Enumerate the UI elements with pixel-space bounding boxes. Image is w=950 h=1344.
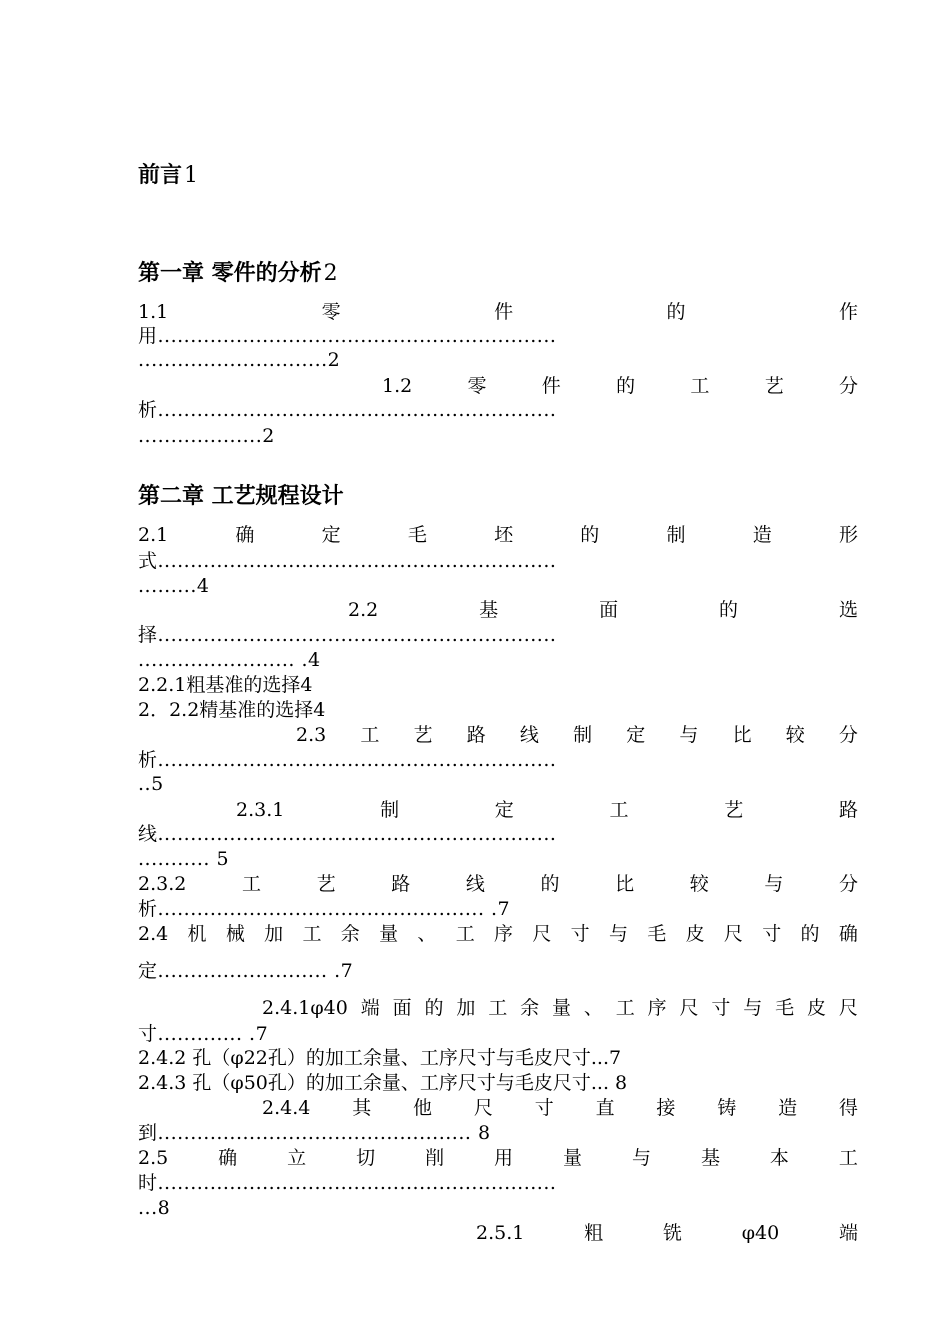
toc-entry-1-1	[138, 300, 858, 324]
toc-word: 与	[608, 923, 628, 945]
toc-word: 机	[187, 923, 207, 945]
toc-word: 铣	[662, 1222, 682, 1244]
toc-word: 2.3.1	[236, 799, 285, 821]
toc-word: 的	[424, 997, 444, 1019]
toc-entry-2-4-3: 2.4.3 孔（φ50孔）的加工余量、工序尺寸与毛皮尺寸... 8	[138, 1072, 628, 1094]
toc-word: 线	[465, 873, 485, 895]
toc-word: 2.2	[348, 599, 379, 621]
toc-word: 2.4.4	[262, 1097, 311, 1119]
toc-word: 确	[235, 524, 255, 546]
toc-entry-2-5	[138, 1146, 858, 1170]
toc-word: 艺	[316, 873, 336, 895]
toc-word: 2.1	[138, 524, 169, 546]
toc-leader: 用.............................................................	[138, 325, 557, 347]
toc-word: 艺	[724, 799, 744, 821]
toc-word: 尺	[679, 997, 699, 1019]
heading-title: 第二章 工艺规程设计	[138, 484, 344, 509]
toc-entry-2-3-1	[138, 798, 858, 822]
toc-word: 路	[391, 873, 411, 895]
toc-word: 比	[732, 724, 752, 746]
toc-word: 的	[666, 301, 686, 323]
toc-word: 线	[519, 724, 539, 746]
toc-word: 、	[417, 923, 437, 945]
toc-word: 械	[225, 923, 245, 945]
toc-word: 造	[778, 1097, 798, 1119]
heading-title: 前言	[138, 163, 183, 188]
toc-word: 1.2	[382, 375, 413, 397]
toc-word: 2.3	[296, 724, 327, 746]
toc-word: 造	[752, 524, 772, 546]
toc-word: 毛	[407, 524, 427, 546]
toc-word: 基	[479, 599, 499, 621]
toc-word: 用	[494, 1147, 514, 1169]
toc-word: 比	[615, 873, 635, 895]
toc-word: 2.4.1φ40	[262, 997, 348, 1019]
toc-leader: 析.................................................. .7	[138, 898, 511, 920]
page-number: 1	[184, 163, 199, 188]
toc-word: 的	[719, 599, 739, 621]
toc-leader: 析.............................................................	[138, 749, 557, 771]
toc-entry-1-2	[138, 374, 858, 398]
toc-entry-2-4	[138, 922, 858, 946]
toc-word: 路	[838, 799, 858, 821]
toc-word: 制	[380, 799, 400, 821]
toc-word: 工	[302, 923, 322, 945]
toc-word: 毛	[647, 923, 667, 945]
toc-word: 他	[413, 1097, 433, 1119]
page-number: 2	[323, 261, 338, 286]
toc-word: 序	[494, 923, 514, 945]
toc-word: 的	[616, 375, 636, 397]
toc-entry-2-4-2: 2.4.2 孔（φ22孔）的加工余量、工序尺寸与毛皮尺寸...7	[138, 1047, 622, 1069]
toc-word: 寸	[762, 923, 782, 945]
toc-leader: 定.......................... .7	[138, 960, 354, 982]
toc-word: 与	[743, 997, 763, 1019]
toc-leader: 式.............................................................	[138, 550, 557, 572]
toc-word: 分	[838, 873, 858, 895]
toc-entry-2-3	[138, 723, 858, 747]
toc-word: 2.5.1	[476, 1222, 525, 1244]
toc-word: 件	[494, 301, 514, 323]
toc-word: 加	[264, 923, 284, 945]
toc-word: 基	[700, 1147, 720, 1169]
toc-word: 端	[838, 1222, 858, 1244]
toc-leader: 到................................................ 8	[138, 1122, 491, 1144]
toc-leader: 寸............. .7	[138, 1023, 269, 1045]
toc-word: 制	[573, 724, 593, 746]
toc-word: 2.5	[138, 1147, 169, 1169]
toc-word: 1.1	[138, 301, 169, 323]
toc-word: 切	[356, 1147, 376, 1169]
toc-word: 工	[838, 1147, 858, 1169]
toc-word: 余	[340, 923, 360, 945]
toc-word: 尺	[473, 1097, 493, 1119]
toc-leader: 析.............................................................	[138, 399, 557, 421]
toc-word: 2.3.2	[138, 873, 187, 895]
toc-leader: .............................2	[138, 349, 341, 371]
toc-word: 余	[520, 997, 540, 1019]
toc-word: 作	[838, 301, 858, 323]
toc-entry-2-5-1	[138, 1221, 858, 1245]
toc-word: 工	[690, 375, 710, 397]
toc-word: 件	[541, 375, 561, 397]
toc-word: 面	[599, 599, 619, 621]
toc-word: 得	[838, 1097, 858, 1119]
toc-word: 的	[800, 923, 820, 945]
toc-word: 选	[838, 599, 858, 621]
toc-word: 工	[455, 923, 475, 945]
toc-word: 与	[631, 1147, 651, 1169]
toc-heading-chapter-1	[138, 261, 338, 287]
toc-leader: ........... 5	[138, 848, 230, 870]
toc-word: 艺	[413, 724, 433, 746]
toc-leader: ...8	[138, 1197, 171, 1219]
toc-word: 面	[392, 997, 412, 1019]
toc-word: 分	[838, 375, 858, 397]
toc-entry-2-2	[138, 598, 858, 622]
toc-word: 定	[494, 799, 514, 821]
heading-title: 第一章 零件的分析	[138, 261, 322, 286]
toc-entry-2-2-2: 2．2.2精基准的选择4	[138, 699, 326, 721]
toc-word: 寸	[570, 923, 590, 945]
toc-leader: .........4	[138, 575, 210, 597]
toc-word: 坯	[494, 524, 514, 546]
toc-word: 加	[456, 997, 476, 1019]
toc-word: 较	[785, 724, 805, 746]
toc-word: 艺	[764, 375, 784, 397]
toc-word: 寸	[711, 997, 731, 1019]
toc-word: 皮	[806, 997, 826, 1019]
toc-word: 较	[689, 873, 709, 895]
toc-word: 零	[321, 301, 341, 323]
toc-word: 立	[287, 1147, 307, 1169]
toc-leader: ...................2	[138, 425, 275, 447]
toc-word: 量	[551, 997, 571, 1019]
toc-word: 接	[656, 1097, 676, 1119]
toc-word: 铸	[717, 1097, 737, 1119]
toc-word: 工	[488, 997, 508, 1019]
toc-word: 皮	[685, 923, 705, 945]
toc-word: 其	[352, 1097, 372, 1119]
toc-word: 的	[580, 524, 600, 546]
toc-word: 工	[360, 724, 380, 746]
toc-heading-preface	[138, 163, 198, 189]
toc-leader: 时.............................................................	[138, 1172, 557, 1194]
toc-entry-2-3-2	[138, 872, 858, 896]
toc-word: 工	[609, 799, 629, 821]
toc-word: 尺	[838, 997, 858, 1019]
toc-entry-2-1	[138, 523, 858, 547]
toc-word: 制	[666, 524, 686, 546]
toc-word: 尺	[723, 923, 743, 945]
toc-entry-2-2-1: 2.2.1粗基准的选择4	[138, 674, 313, 696]
toc-word: 本	[769, 1147, 789, 1169]
toc-word: 直	[595, 1097, 615, 1119]
toc-word: 粗	[584, 1222, 604, 1244]
toc-word: 量	[379, 923, 399, 945]
toc-word: 工	[241, 873, 261, 895]
toc-heading-chapter-2	[138, 484, 344, 510]
toc-word: 寸	[534, 1097, 554, 1119]
toc-word: 定	[626, 724, 646, 746]
toc-word: 分	[838, 724, 858, 746]
toc-word: 的	[540, 873, 560, 895]
toc-word: 量	[563, 1147, 583, 1169]
toc-leader: 择.............................................................	[138, 624, 557, 646]
toc-word: 毛	[775, 997, 795, 1019]
toc-word: 尺	[532, 923, 552, 945]
toc-leader: ........................ .4	[138, 649, 321, 671]
toc-word: 削	[425, 1147, 445, 1169]
toc-entry-2-4-4	[138, 1096, 858, 1120]
toc-entry-2-4-1	[138, 996, 858, 1020]
toc-word: 确	[838, 923, 858, 945]
toc-word: φ40	[741, 1222, 780, 1244]
toc-leader: ..5	[138, 773, 164, 795]
toc-word: 与	[764, 873, 784, 895]
toc-word: 零	[467, 375, 487, 397]
toc-leader: 线.............................................................	[138, 823, 557, 845]
toc-word: 与	[679, 724, 699, 746]
toc-word: 确	[218, 1147, 238, 1169]
toc-word: 端	[360, 997, 380, 1019]
toc-word: 序	[647, 997, 667, 1019]
toc-word: 、	[583, 997, 603, 1019]
toc-word: 形	[838, 524, 858, 546]
toc-word: 2.4	[138, 923, 169, 945]
toc-word: 工	[615, 997, 635, 1019]
toc-word: 路	[466, 724, 486, 746]
toc-word: 定	[321, 524, 341, 546]
